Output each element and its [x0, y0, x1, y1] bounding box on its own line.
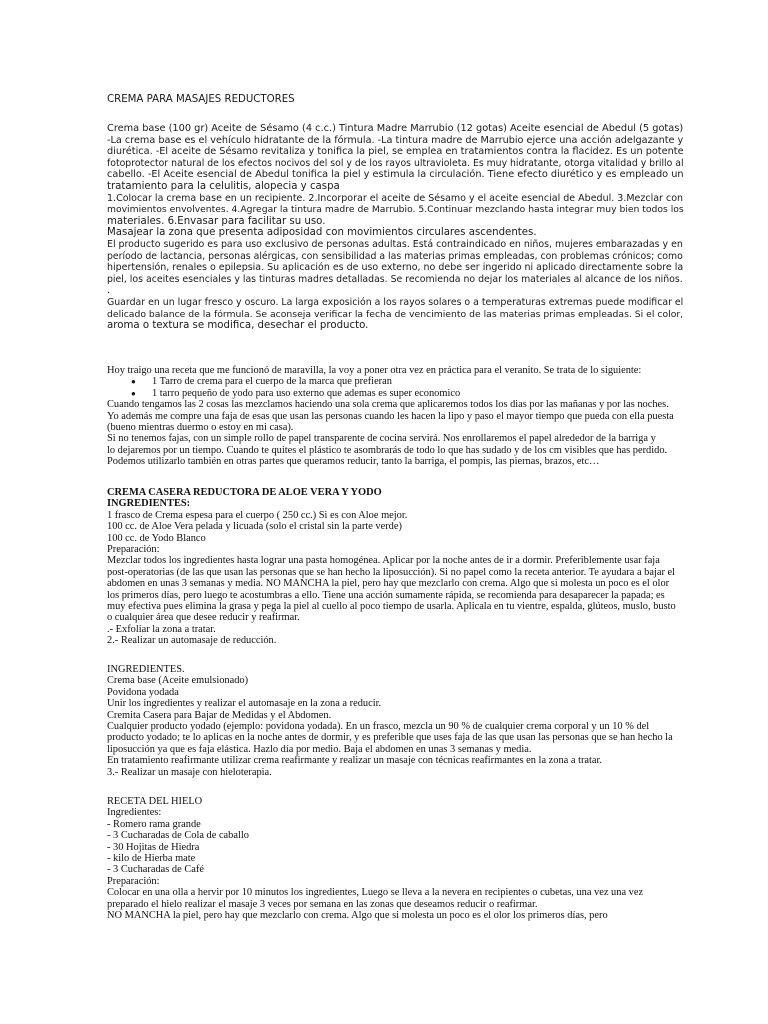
paragraph-line: RECETA DEL HIELO	[107, 796, 203, 807]
section-2	[107, 365, 674, 468]
paragraph-line: 1.Colocar la crema base en un recipiente. 2.Incorporar el aceite de Sésamo y el aceite esencial de Abedul. 3.Mezclar con	[107, 192, 684, 204]
paragraph-line: Cuando tengamos las 2 cosas las mezclamos haciendo una sola crema que aplicaremos todos los dias por las mañanas y por las noches.	[107, 399, 669, 411]
paragraph-line: período de lactancia, personas alérgicas, con sensibilidad a las materias primas empleadas, con problemas crónicos; como	[107, 250, 683, 262]
paragraph-line: Yo además me compre una faja de esas que usan las personas cuando les hacen la lipo y paso el mayor tiempo que pueda con ella puesta	[107, 410, 674, 422]
section-3-subtitle: INGREDIENTES:	[107, 498, 191, 510]
paragraph-line: Unir los ingredientes y realizar el automasaje en la zona a reducir.	[107, 698, 382, 710]
paragraph-line: Ingredientes:	[107, 807, 162, 819]
section-5	[107, 796, 663, 921]
paragraph-line: Preparación:	[107, 875, 160, 887]
paragraph-line: materiales. 6.Envasar para facilitar su uso.	[107, 215, 326, 227]
paragraph-line: -La crema base es el vehículo hidratante de la fórmula. -La tintura madre de Marrubio ejerce una acción adelgazante y	[107, 134, 684, 146]
paragraph-line: Povidona yodada	[107, 686, 179, 698]
paragraph-line: hipertensión, renales o epilepsia. Su aplicación es de uso externo, no debe ser ingerido ni aplicado directamente sobre la	[107, 262, 684, 274]
paragraph-line: Si no tenemos fajas, con un simple rollo de papel transparente de cocina servirá. Nos enrollaremos el papel alrededor de la barriga y	[107, 433, 656, 445]
paragraph-line: - kilo de Hierba mate	[107, 853, 196, 865]
paragraph-line: 100 cc. de Aloe Vera pelada y licuada (solo el cristal sin la parte verde)	[107, 521, 402, 533]
paragraph-line: - 3 Cucharadas de Café	[107, 864, 204, 876]
paragraph-line: muy efectiva pues elimina la grasa y pega la piel al cuello al poco tiempo de usarla. Aplicala en tu vientre, espalda, glúteos, muslo, busto	[107, 601, 676, 613]
paragraph-line: preparado el hielo realizar el masaje 3 veces por semana en las zonas que deseamos reducir o reafirmar.	[107, 898, 538, 910]
paragraph-line: Preparación:	[107, 544, 160, 556]
paragraph-line: o cualquier área que desee reducir y reafirmar.	[107, 612, 300, 624]
paragraph-line: - 30 Hojitas de Hiedra	[107, 841, 200, 853]
paragraph-line: Cualquier producto yodado (ejemplo: povidona yodada). En un frasco, mezcla un 90 % de cualquier crema corporal y un 10 % del	[107, 721, 650, 733]
paragraph-line: (bueno mientras duermo o estoy en mi casa).	[107, 422, 294, 434]
paragraph-line: 100 cc. de Yodo Blanco	[107, 532, 206, 544]
paragraph-line: producto yodado; te lo aplicas en la noche antes de dormir, y es preferible que uses faja de las que usan las personas que se han hecho la	[107, 732, 673, 744]
paragraph-line: INGREDIENTES.	[107, 664, 185, 675]
paragraph-line: abdomen en unas 3 semanas y media. NO MANCHA la piel, pero hay que mezclarlo con crema. Algo que si molesta un poco es el olor	[107, 578, 670, 590]
paragraph-line: Crema base (Aceite emulsionado)	[107, 675, 249, 687]
paragraph-line: liposucción ya que es faja elástica. Hazlo día por medio. Baja el abdomen en unas 3 semanas y media.	[107, 743, 532, 755]
intro-line: Hoy traigo una receta que me funcionó de maravilla, la voy a poner otra vez en práctica para el veranito. Se trata de lo siguiente:	[107, 365, 642, 376]
section-3	[107, 487, 676, 647]
bullet-item: ● 1 Tarro de crema para el cuerpo de la marca que prefieran	[107, 376, 663, 387]
paragraph-line: NO MANCHA la piel, pero hay que mezclarlo con crema. Algo que si molesta un poco es el olor los primeros días, pero	[107, 910, 608, 922]
paragraph-line: post-operatorias (de las que usan las personas que se han hecho la liposucción). Si no papel como la receta anterior. Te ayudara a bajar el	[107, 566, 676, 578]
paragraph-line: 2.- Realizar un automasaje de reducción.	[107, 635, 277, 647]
paragraph-line: Podemos utilizarlo también en otras partes que queramos reducir, tanto la barriga, el pompis, las piernas, brazos, etc…	[107, 456, 600, 468]
paragraph-line: 1 frasco de Crema espesa para el cuerpo ( 250 cc.) Si es con Aloe mejor.	[107, 509, 408, 521]
section-1	[107, 94, 663, 106]
section-3-title: CREMA CASERA REDUCTORA DE ALOE VERA Y YODO	[107, 487, 382, 498]
paragraph-line: - 3 Cucharadas de Cola de caballo	[107, 830, 249, 842]
bullet-item: ● 1 tarro pequeño de yodo para uso externo que ademas es super economico	[107, 388, 663, 399]
paragraph-line: los primeros días, pero luego te acostumbras a ello. Tiene una acción sumamente rápida, se recomienda para desaparecer la papada; es	[107, 589, 665, 601]
paragraph-line: .- Exfoliar la zona a tratar.	[107, 623, 216, 635]
paragraph-line: diurética. -El aceite de Sésamo revitaliza y tonifica la piel, se emplea en tratamientos contra la flacidez. Es un potente	[107, 146, 684, 158]
paragraph-line: El producto sugerido es para uso exclusivo de personas adultas. Está contraindicado en niños, mujeres embarazadas y en	[107, 238, 683, 250]
paragraph-line: En tratamiento reafirmante utilizar crema reafirmante y realizar un masaje con técnicas reafirmantes en la zona a tratar.	[107, 755, 603, 767]
paragraph-line: aroma o textura se modifica, desechar el producto.	[107, 320, 369, 332]
paragraph-line: delicado balance de la fórmula. Se aconseja verificar la fecha de vencimiento de las materias primas empleadas. Si el color,	[107, 308, 684, 320]
paragraph-line: .	[107, 285, 111, 297]
paragraph-line: tratamiento para la celulitis, alopecia y caspa	[107, 180, 340, 192]
section-1-title: CREMA PARA MASAJES REDUCTORES	[107, 94, 295, 105]
paragraph-line: Guardar en un lugar fresco y oscuro. La larga exposición a los rayos solares o a temperaturas extremas puede modificar el	[107, 296, 684, 308]
paragraph-line: piel, los aceites esenciales y las tinturas madres detalladas. Se recomienda no dejar los materiales al alcance de los niños.	[107, 273, 683, 285]
paragraph-line: Crema base (100 gr) Aceite de Sésamo (4 c.c.) Tintura Madre Marrubio (12 gotas) Aceite esencial de Abedul (5 gotas)	[107, 123, 684, 134]
paragraph-line: lo dejaremos por un tiempo. Cuando te quites el plástico te asombrarás de todo lo que has sudado y de los cm visibles que has perdido.	[107, 444, 668, 456]
paragraph-line: Masajear la zona que presenta adiposidad con movimientos circulares ascendentes.	[107, 227, 537, 239]
section-1-body	[107, 123, 684, 332]
bullet-list	[107, 376, 663, 399]
section-4	[107, 664, 673, 778]
paragraph-line: - Romero rama grande	[107, 818, 201, 830]
paragraph-line: Mezclar todos los ingredientes hasta lograr una pasta homogénea. Aplicar por la noche antes de ir a dormir. Preferiblemente usar faja	[107, 555, 660, 567]
paragraph-line: 3.- Realizar un masaje con hieloterapia.	[107, 766, 272, 778]
paragraph-line: fotoprotector natural de los efectos nocivos del sol y de los rayos ultravioleta. Es muy hidratante, otorga vitalidad y brillo al	[107, 157, 684, 169]
paragraph-line: movimientos envolventes. 4.Agregar la tintura madre de Marrubio. 5.Continuar mezclando hasta integrar muy bien todos los	[107, 204, 684, 216]
paragraph-line: Colocar en una olla a hervir por 10 minutos los ingredientes, Luego se lleva a la nevera en recipientes o cubetas, una vez una vez	[107, 887, 644, 899]
paragraph-line: Cremita Casera para Bajar de Medidas y el Abdomen.	[107, 709, 332, 721]
paragraph-line: cabello. -El Aceite esencial de Abedul tonifica la piel y estimula la circulación. Tiene efecto diurético y es empleado un	[107, 169, 684, 181]
